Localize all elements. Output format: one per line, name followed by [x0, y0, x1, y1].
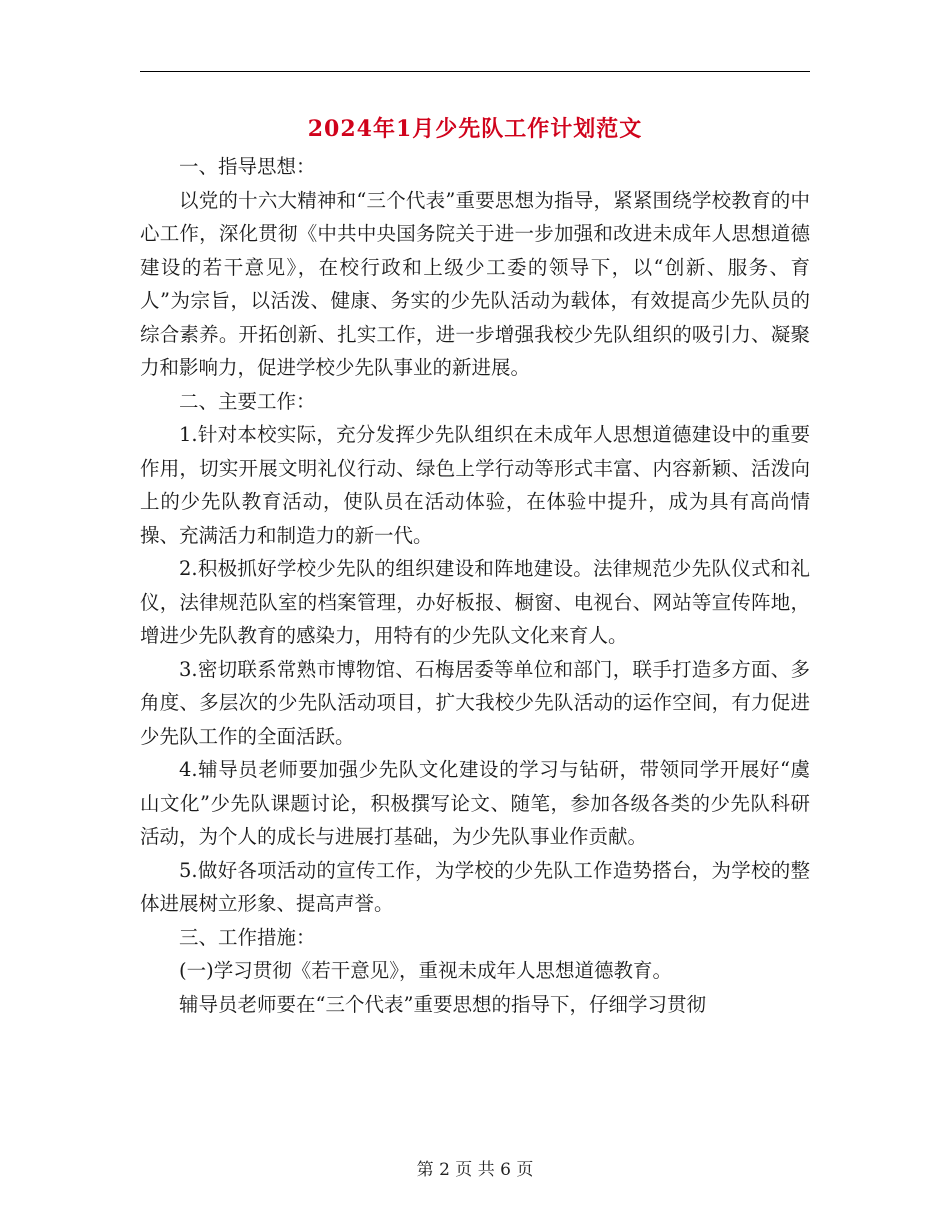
paragraph: 以党的十六大精神和“三个代表”重要思想为指导，紧紧围绕学校教育的中心工作，深化贯彻《中共中央国务院关于进一步加强和改进未成年人思想道德建设的若干意见》，在校行政和上级少工委的领导下，以“创新、服务、育人”为宗旨，以活泼、健康、务实的少先队活动为载体，有效提高少先队员的综合素养。开拓创新、扎实工作，进一步增强我校少先队组织的吸引力、凝聚力和影响力，促进学校少先队事业的新进展。 [140, 188, 810, 379]
paragraph: (一)学习贯彻《若干意见》，重视未成年人思想道德教育。 [179, 959, 672, 982]
paragraph: 2.积极抓好学校少先队的组织建设和阵地建设。法律规范少先队仪式和礼仪，法律规范队室的档案管理，办好板报、橱窗、电视台、网站等宣传阵地，增进少先队教育的感染力，用特有的少先队文化来育人。 [140, 557, 810, 647]
paragraph: 1.针对本校实际，充分发挥少先队组织在未成年人思想道德建设中的重要作用，切实开展文明礼仪行动、绿色上学行动等形式丰富、内容新颖、活泼向上的少先队教育活动，使队员在活动体验，在体验中提升，成为具有高尚情操、充满活力和制造力的新一代。 [140, 423, 810, 547]
paragraph: 辅导员老师要在“三个代表”重要思想的指导下，仔细学习贯彻 [179, 992, 706, 1016]
page-number: 第 2 页 共 6 页 [416, 1160, 534, 1180]
section-heading: 一、指导思想： [179, 155, 316, 178]
paragraph: 5.做好各项活动的宣传工作，为学校的少先队工作造势搭台，为学校的整体进展树立形象、提高声誉。 [140, 858, 810, 915]
section-heading: 三、工作措施： [179, 925, 316, 949]
paragraph: 3.密切联系常熟市博物馆、石梅居委等单位和部门，联手打造多方面、多角度、多层次的少先队活动项目，扩大我校少先队活动的运作空间，有力促进少先队工作的全面活跃。 [140, 657, 810, 748]
document-body [140, 150, 810, 1021]
paragraph: 4.辅导员老师要加强少先队文化建设的学习与钻研，带领同学开展好“虞山文化”少先队课题讨论，积极撰写论文、随笔，参加各级各类的少先队科研活动，为个人的成长与进展打基础，为少先队事业作贡献。 [140, 758, 810, 848]
document-title: 2024年1月少先队工作计划范文 [307, 116, 643, 142]
section-heading: 二、主要工作： [179, 389, 316, 413]
header-rule [140, 71, 810, 72]
